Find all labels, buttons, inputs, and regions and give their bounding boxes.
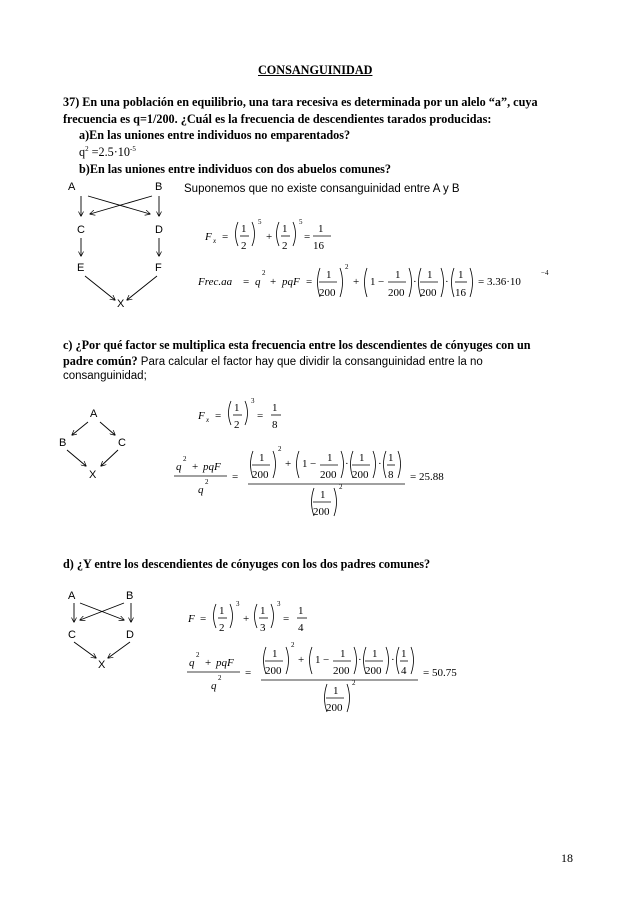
svg-text:200: 200 xyxy=(252,469,269,481)
svg-text:2: 2 xyxy=(345,263,349,271)
svg-text:1: 1 xyxy=(272,648,278,660)
svg-text:1: 1 xyxy=(372,648,378,660)
svg-text:1: 1 xyxy=(318,223,324,235)
svg-text:1: 1 xyxy=(259,452,265,464)
svg-text:Frec.aa: Frec.aa xyxy=(198,276,233,288)
svg-text:·: · xyxy=(345,458,349,470)
svg-text:x: x xyxy=(213,237,217,245)
factor-equation-c xyxy=(170,440,490,524)
svg-text:= 3.36·10: = 3.36·10 xyxy=(478,276,521,288)
svg-text:=: = xyxy=(215,410,222,422)
svg-text:q: q xyxy=(189,657,195,669)
pedigree-diagram-d xyxy=(62,586,152,670)
svg-text:2: 2 xyxy=(291,641,295,649)
svg-text:=: = xyxy=(306,276,313,288)
problem-line-2: frecuencia es q=1/200. ¿Cuál es la frecuencia de descendientes tarados producidas: xyxy=(63,112,492,126)
svg-text:=: = xyxy=(304,231,311,243)
svg-text:F: F xyxy=(198,410,205,422)
svg-text:2: 2 xyxy=(219,622,225,634)
svg-text:−: − xyxy=(378,276,385,288)
svg-text:q: q xyxy=(198,484,204,496)
svg-text:·: · xyxy=(413,276,417,288)
svg-text:200: 200 xyxy=(313,506,330,518)
svg-text:F: F xyxy=(188,613,195,625)
svg-text:1: 1 xyxy=(340,648,346,660)
svg-text:3: 3 xyxy=(251,397,255,405)
factor-equation-d xyxy=(183,636,503,720)
svg-text:1: 1 xyxy=(427,269,433,281)
svg-text:2: 2 xyxy=(241,240,247,252)
part-b-question: b)En las uniones entre individuos con dos abuelos comunes? xyxy=(79,162,391,176)
svg-text:4: 4 xyxy=(401,665,407,677)
node-a: A xyxy=(68,181,76,193)
svg-text:q: q xyxy=(255,276,261,288)
svg-text:16: 16 xyxy=(455,287,466,299)
node-x: X xyxy=(117,298,125,310)
svg-text:2: 2 xyxy=(282,240,288,252)
svg-text:200: 200 xyxy=(326,702,343,714)
svg-text:1: 1 xyxy=(298,605,304,617)
svg-text:+: + xyxy=(353,276,360,288)
svg-text:8: 8 xyxy=(272,419,278,431)
svg-text:pqF: pqF xyxy=(203,461,221,473)
svg-text:1: 1 xyxy=(282,223,288,235)
svg-text:1: 1 xyxy=(302,458,308,470)
svg-text:x: x xyxy=(206,416,210,424)
svg-text:2: 2 xyxy=(218,674,222,682)
svg-text:1: 1 xyxy=(333,685,339,697)
page-title: CONSANGUINIDAD xyxy=(258,63,373,77)
question-c-line-3: consanguinidad; xyxy=(63,370,147,382)
node-e: E xyxy=(77,262,85,274)
svg-text:3: 3 xyxy=(277,600,281,608)
svg-text:1: 1 xyxy=(272,402,278,414)
svg-text:q: q xyxy=(176,461,182,473)
svg-text:200: 200 xyxy=(319,287,336,299)
svg-text:4: 4 xyxy=(298,622,304,634)
svg-text:·: · xyxy=(391,654,395,666)
svg-text:1: 1 xyxy=(458,269,464,281)
svg-text:=: = xyxy=(257,410,264,422)
svg-text:2: 2 xyxy=(262,269,266,277)
svg-text:1: 1 xyxy=(327,452,333,464)
svg-text:1: 1 xyxy=(234,402,240,414)
svg-text:=: = xyxy=(200,613,207,625)
f-equation-d xyxy=(183,596,323,640)
svg-text:1: 1 xyxy=(326,269,332,281)
question-d: d) ¿Y entre los descendientes de cónyuges con los dos padres comunes? xyxy=(63,557,431,571)
svg-text:+: + xyxy=(270,276,277,288)
svg-text:200: 200 xyxy=(352,469,369,481)
svg-text:−: − xyxy=(310,458,317,470)
node-b: B xyxy=(59,437,67,449)
svg-text:200: 200 xyxy=(333,665,350,677)
svg-text:200: 200 xyxy=(388,287,405,299)
node-x: X xyxy=(89,469,97,481)
page-number: 18 xyxy=(561,851,573,865)
svg-text:+: + xyxy=(205,657,212,669)
svg-text:=: = xyxy=(222,231,229,243)
svg-text:=: = xyxy=(232,471,239,483)
svg-text:2: 2 xyxy=(339,483,343,491)
frec-aa-equation xyxy=(195,260,575,306)
q-squared-value: $q^2 =2.5\cdot 10^{-5}$ xyxy=(79,145,136,160)
svg-text:F: F xyxy=(205,231,212,243)
svg-text:+: + xyxy=(243,613,250,625)
svg-text:8: 8 xyxy=(388,469,394,481)
node-c: C xyxy=(77,224,85,236)
svg-text:+: + xyxy=(192,461,199,473)
svg-text:+: + xyxy=(298,654,305,666)
pedigree-diagram-c xyxy=(58,404,138,484)
pedigree-diagram-b xyxy=(60,176,180,316)
svg-text:1: 1 xyxy=(260,605,266,617)
svg-text:1: 1 xyxy=(370,276,376,288)
svg-text:2: 2 xyxy=(183,455,187,463)
node-b: B xyxy=(155,181,163,193)
svg-text:200: 200 xyxy=(265,665,282,677)
svg-text:200: 200 xyxy=(420,287,437,299)
question-c-line-2: padre común? Para calcular el factor hay que dividir la consanguinidad entre la no xyxy=(63,354,483,368)
node-f: F xyxy=(155,262,162,274)
svg-text:200: 200 xyxy=(320,469,337,481)
svg-text:+: + xyxy=(285,458,292,470)
svg-text:−: − xyxy=(323,654,330,666)
svg-text:1: 1 xyxy=(395,269,401,281)
svg-text:·: · xyxy=(378,458,382,470)
svg-text:=: = xyxy=(243,276,250,288)
fx-equation-c xyxy=(193,392,293,436)
svg-text:1: 1 xyxy=(359,452,365,464)
svg-text:−4: −4 xyxy=(541,269,549,277)
node-b: B xyxy=(126,590,134,602)
svg-text:pqF: pqF xyxy=(216,657,234,669)
svg-text:1: 1 xyxy=(320,489,326,501)
svg-text:200: 200 xyxy=(365,665,382,677)
svg-text:= 25.88: = 25.88 xyxy=(410,471,444,483)
svg-text:5: 5 xyxy=(299,218,303,226)
node-d: D xyxy=(155,224,163,236)
node-a: A xyxy=(90,408,98,420)
svg-text:2: 2 xyxy=(352,679,356,687)
svg-text:·: · xyxy=(358,654,362,666)
node-c: C xyxy=(68,629,76,641)
svg-text:3: 3 xyxy=(236,600,240,608)
svg-text:q: q xyxy=(211,680,217,692)
problem-line-1: 37) En una población en equilibrio, una tara recesiva es determinada por un alelo “a”, cuya xyxy=(63,95,538,109)
svg-text:1: 1 xyxy=(241,223,247,235)
svg-text:pqF: pqF xyxy=(282,276,300,288)
svg-text:1: 1 xyxy=(219,605,225,617)
svg-text:=: = xyxy=(245,667,252,679)
svg-text:·: · xyxy=(445,276,449,288)
node-a: A xyxy=(68,590,76,602)
svg-text:2: 2 xyxy=(196,651,200,659)
node-c: C xyxy=(118,437,126,449)
part-a-question: a)En las uniones entre individuos no emparentados? xyxy=(79,128,351,142)
node-x: X xyxy=(98,659,106,671)
svg-text:2: 2 xyxy=(205,478,209,486)
node-d: D xyxy=(126,629,134,641)
svg-text:= 50.75: = 50.75 xyxy=(423,667,457,679)
svg-text:2: 2 xyxy=(234,419,240,431)
no-consanguinity-note: Suponemos que no existe consanguinidad entre A y B xyxy=(184,183,460,195)
svg-text:1: 1 xyxy=(401,648,407,660)
svg-text:2: 2 xyxy=(278,445,282,453)
svg-text:3: 3 xyxy=(260,622,266,634)
svg-text:1: 1 xyxy=(315,654,321,666)
svg-text:5: 5 xyxy=(258,218,262,226)
svg-text:1: 1 xyxy=(388,452,394,464)
svg-text:16: 16 xyxy=(313,240,324,252)
fx-equation-b xyxy=(200,212,340,256)
question-c-line-1: c) ¿Por qué factor se multiplica esta frecuencia entre los descendientes de cónyuges con un xyxy=(63,338,531,352)
svg-text:+: + xyxy=(266,231,273,243)
svg-text:=: = xyxy=(283,613,290,625)
